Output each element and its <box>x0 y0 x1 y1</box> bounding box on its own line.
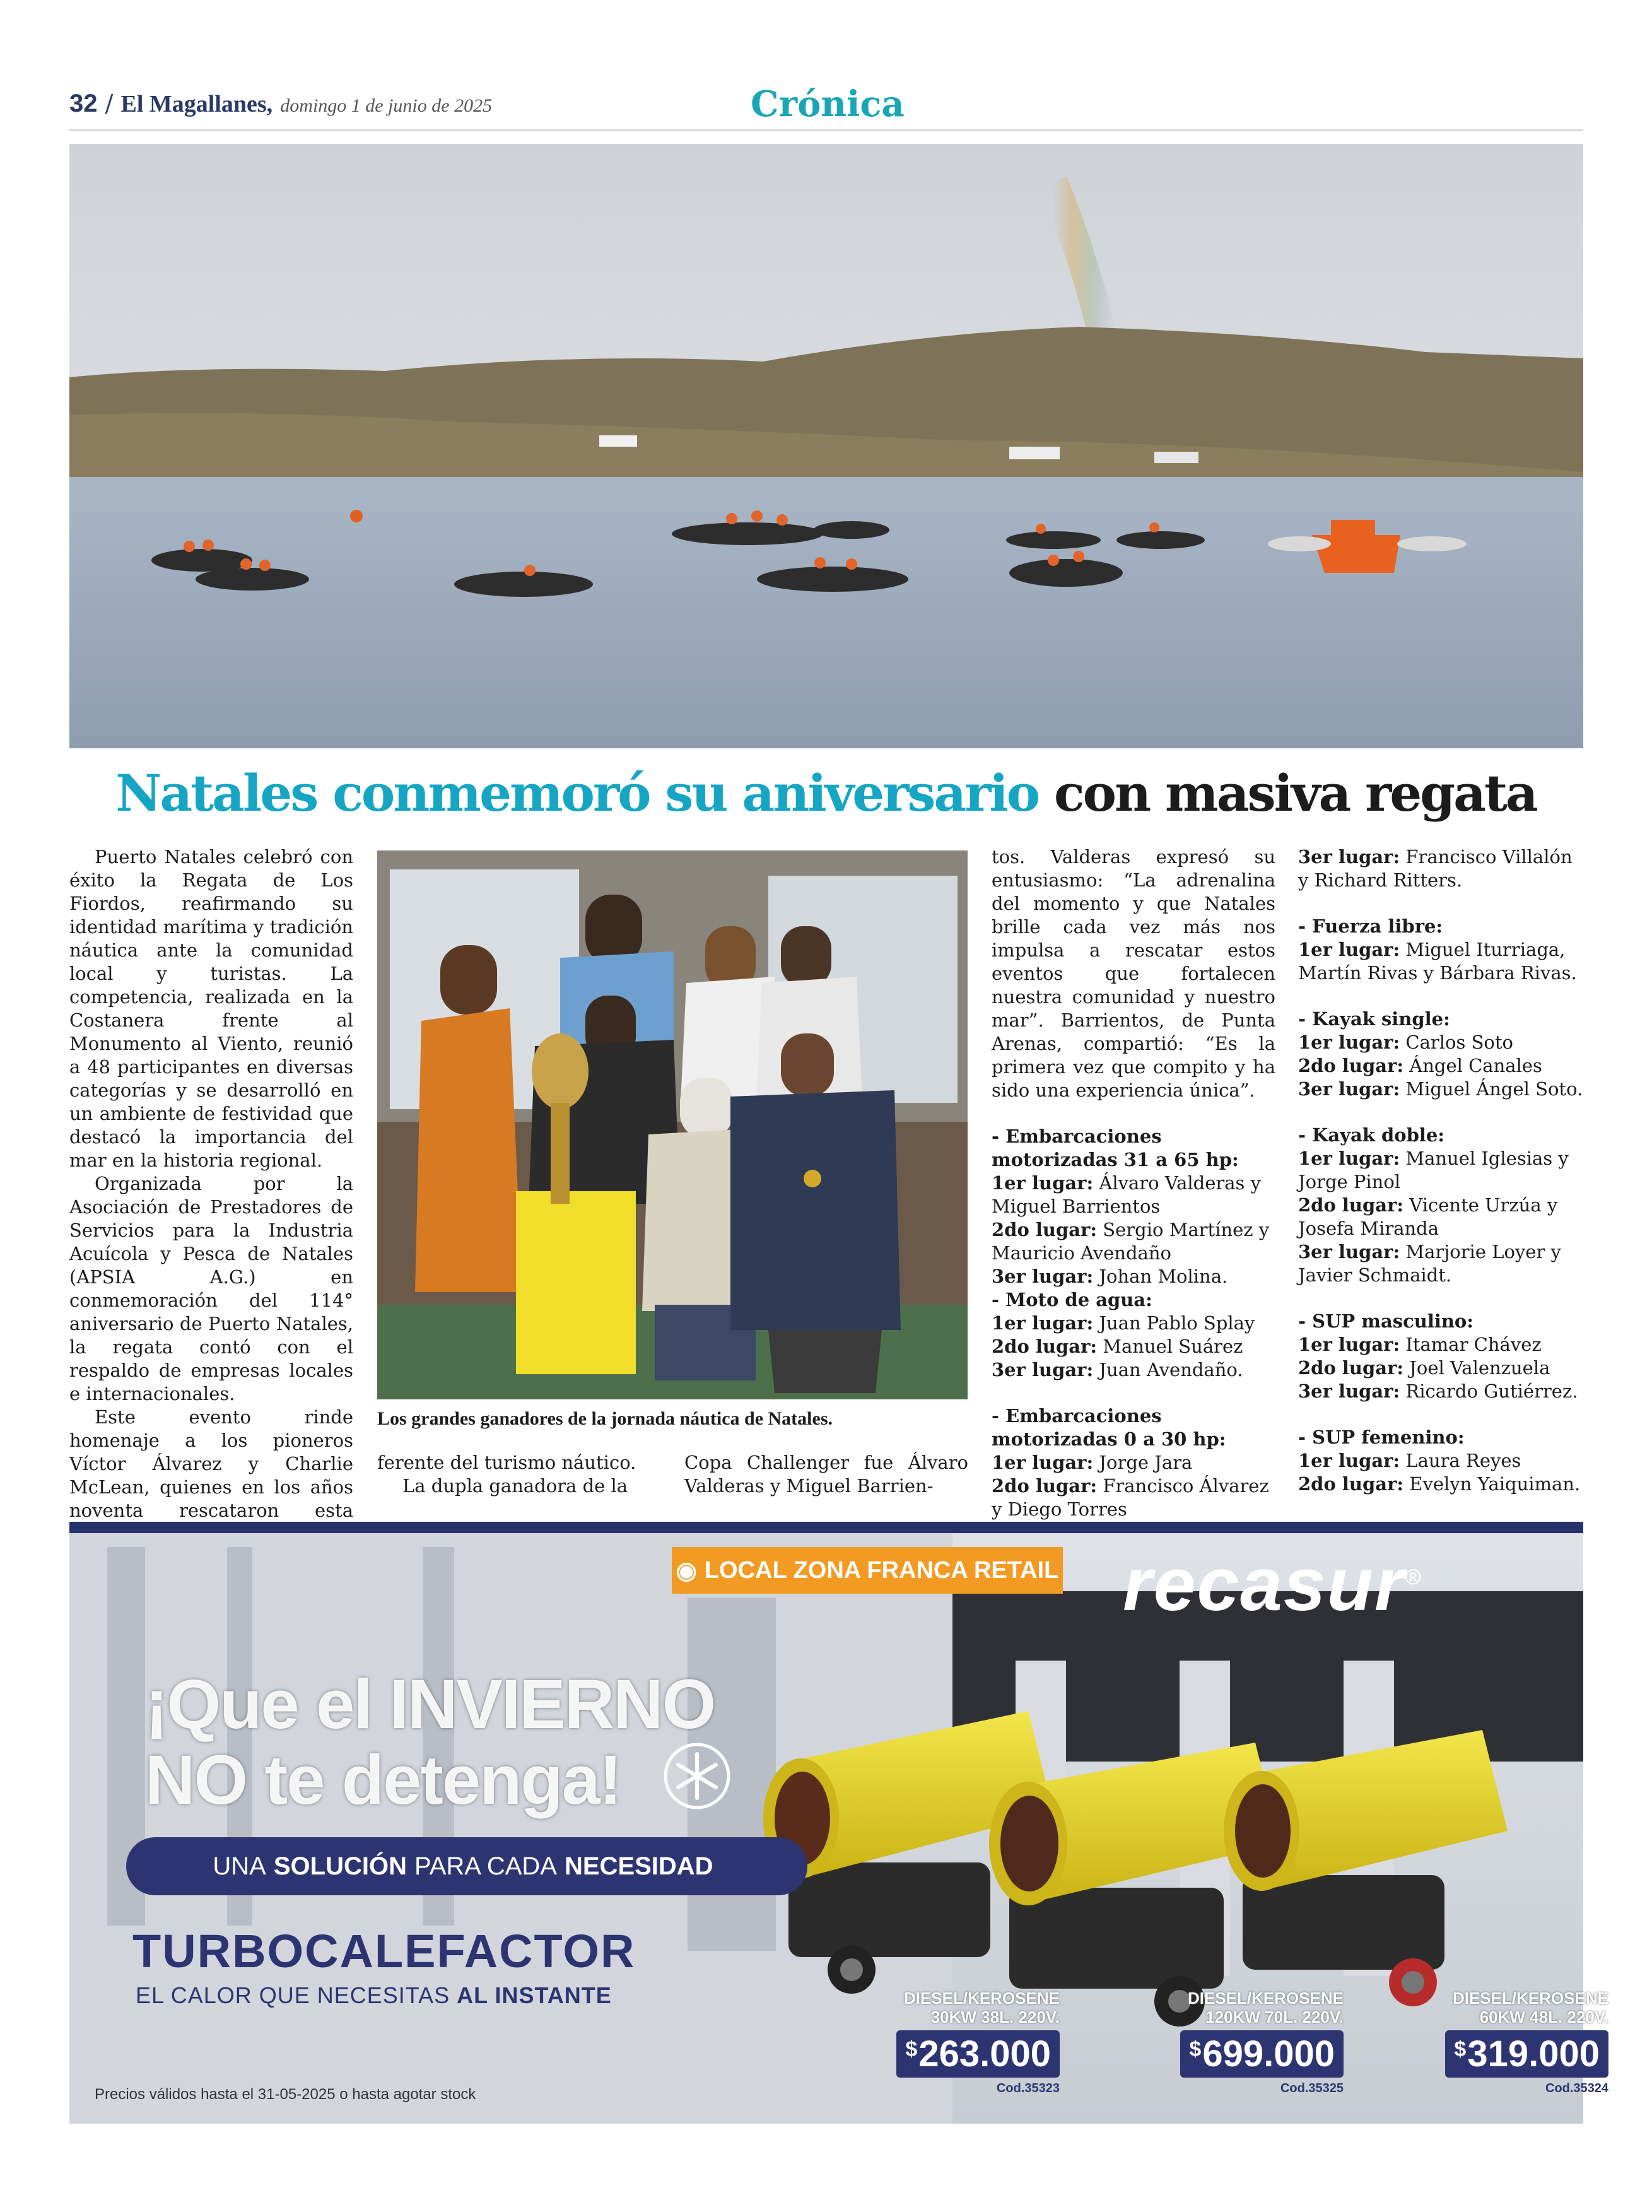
results-row: 2do lugar: Evelyn Yaiquiman. <box>1298 1473 1581 1495</box>
product-code: Cod.35325 <box>1280 2081 1344 2095</box>
price-tag <box>1445 2030 1608 2078</box>
results-row: 1er lugar: Carlos Soto <box>1298 1032 1514 1053</box>
headline-rest: con masiva regata <box>1053 763 1537 823</box>
paragraph: Organizada por la Asociación de Prestadores de Servicios para la Industria Acuícola y Pesca de Natales (APSIA A.G.) en conmemoración del 114° aniversario de Puerto Natales, la regata contó con el respaldo de empresas locales e internacionales. <box>69 1173 353 1404</box>
results-category: - Embarcaciones motorizadas 31 a 65 hp: <box>992 1126 1239 1170</box>
banner-text-bold: SOLUCIÓN <box>273 1852 407 1880</box>
product-tagline <box>136 1982 612 2009</box>
article-column-5 <box>1298 845 1583 1496</box>
ad-slogan <box>145 1667 715 1818</box>
results-row: 1er lugar: Itamar Chávez <box>1298 1334 1542 1355</box>
results-row: 1er lugar: Álvaro Valderas y Miguel Barrientos <box>992 1172 1262 1217</box>
results-category: - SUP masculino: <box>1298 1310 1473 1332</box>
slogan-line: ¡Que el INVIERNO <box>145 1666 715 1743</box>
folio <box>69 90 492 118</box>
ad-top-bar <box>69 1522 1583 1533</box>
map-pin-icon: ◉ <box>676 1557 697 1584</box>
price-block[interactable] <box>1116 1989 1344 2096</box>
product-code: Cod.35324 <box>1545 2081 1608 2095</box>
article-column-4 <box>992 845 1275 1521</box>
registered-mark: ® <box>1405 1565 1422 1589</box>
power-spec: 30KW 38L. 220V. <box>930 2008 1060 2027</box>
paragraph: Puerto Natales celebró con éxito la Regata de Los Fiordos, reafirmando su identidad marítima y tradición náutica ante la comunidad local y turistas. La competencia, realizada en la Costanera frente al Monumento al Viento, reunió a 48 participantes en diversas categorías y se desarrolló en un ambiente de festividad que destacó la importancia del mar en la historia regional. <box>69 846 353 1171</box>
results-category: - Kayak single: <box>1298 1008 1450 1030</box>
price-value: 319.000 <box>1467 2033 1600 2074</box>
results-row: 3er lugar: Miguel Ángel Soto. <box>1298 1078 1583 1100</box>
photo-caption: Los grandes ganadores de la jornada náutica de Natales. <box>377 1408 833 1429</box>
results-row: 2do lugar: Vicente Urzúa y Josefa Miranda <box>1298 1194 1558 1239</box>
results-category: - SUP femenino: <box>1298 1427 1465 1448</box>
paragraph: La dupla ganadora de la <box>402 1475 628 1497</box>
power-spec: 120KW 70L. 220V. <box>1205 2008 1344 2027</box>
product-name: TURBOCALEFACTOR <box>132 1925 636 1977</box>
banner-text-bold: NECESIDAD <box>564 1852 713 1880</box>
page-number: 32 <box>69 90 98 117</box>
location-badge[interactable] <box>672 1547 1063 1594</box>
price-block[interactable] <box>1381 1989 1608 2096</box>
fuel-spec: DIESEL/KEROSENE <box>1452 1989 1608 2008</box>
results-category: - Embarcaciones motorizadas 0 a 30 hp: <box>992 1405 1226 1450</box>
results-category: - Fuerza libre: <box>1298 915 1443 937</box>
power-spec: 60KW 48L. 220V. <box>1479 2008 1608 2027</box>
results-row: 1er lugar: Manuel Iglesias y Jorge Pinol <box>1298 1148 1569 1192</box>
paragraph: tos. Valderas expresó su entusiasmo: “La adrenalina del momento y que Natales brille cada vez más nos impulsa a rescatar estos eventos que fortalecen nuestra comunidad y nuestro mar”. Barrientos, de Punta Arenas, compartió: “Es la primera vez que compito y ha sido una experiencia única”. <box>992 846 1275 1101</box>
results-row: 3er lugar: Francisco Villalón y Richard Ritters. <box>1298 846 1573 891</box>
solution-banner <box>126 1837 807 1895</box>
results-row: 2do lugar: Manuel Suárez <box>992 1336 1243 1357</box>
results-row: 1er lugar: Juan Pablo Splay <box>992 1312 1255 1334</box>
tagline-text-bold: AL INSTANTE <box>457 1982 612 2008</box>
price-validity-note: Precios válidos hasta el 31-05-2025 o hasta agotar stock <box>95 2086 476 2103</box>
slogan-line: NO te detenga! <box>145 1741 621 1819</box>
paragraph: Copa Challenger fue Álvaro Valderas y Miguel Barrien- <box>684 1452 968 1497</box>
results-row: 2do lugar: Sergio Martínez y Mauricio Avendaño <box>992 1219 1270 1264</box>
article-column-1 <box>69 845 353 1569</box>
section-title: Crónica <box>751 83 905 125</box>
results-row: 1er lugar: Laura Reyes <box>1298 1450 1521 1471</box>
publication-name: El Magallanes, <box>120 91 273 117</box>
folio-separator: / <box>105 90 114 117</box>
results-category: - Kayak doble: <box>1298 1124 1445 1146</box>
brand-logo[interactable] <box>1123 1541 1422 1628</box>
headline <box>0 763 1652 823</box>
snowflake-icon <box>662 1741 732 1811</box>
paragraph: Este evento rinde homenaje a los pioneros Víctor Álvarez y Charlie McLean, quienes en los años noventa rescataron esta <box>69 1406 353 1521</box>
results-row: 3er lugar: Juan Avendaño. <box>992 1359 1243 1380</box>
price-value: 699.000 <box>1202 2033 1335 2074</box>
banner-text: PARA CADA <box>414 1852 557 1880</box>
recasur-advertisement[interactable] <box>69 1522 1608 2124</box>
article-column-3 <box>684 1451 968 1498</box>
price-tag <box>1180 2030 1344 2078</box>
brand-name: recasur <box>1123 1542 1405 1627</box>
regatta-photo <box>69 144 1583 748</box>
article-column-2 <box>377 1451 661 1498</box>
winners-photo <box>377 850 968 1399</box>
currency-symbol: $ <box>1454 2037 1467 2061</box>
fuel-spec: DIESEL/KEROSENE <box>1187 1989 1344 2008</box>
results-row: 1er lugar: Miguel Iturriaga, Martín Rivas y Bárbara Rivas. <box>1298 939 1577 984</box>
results-category: - Moto de agua: <box>992 1289 1152 1310</box>
results-row: 2do lugar: Joel Valenzuela <box>1298 1357 1550 1379</box>
currency-symbol: $ <box>905 2037 918 2061</box>
paragraph: ferente del turismo náutico. <box>377 1452 636 1473</box>
publication-date: domingo 1 de junio de 2025 <box>280 95 493 116</box>
fuel-spec: DIESEL/KEROSENE <box>903 1989 1060 2008</box>
product-code: Cod.35323 <box>996 2081 1060 2095</box>
results-row: 1er lugar: Jorge Jara <box>992 1452 1193 1473</box>
price-value: 263.000 <box>918 2033 1051 2074</box>
results-row: 3er lugar: Johan Molina. <box>992 1266 1228 1287</box>
currency-symbol: $ <box>1189 2037 1202 2061</box>
page-header <box>69 83 1583 131</box>
price-tag <box>896 2030 1060 2078</box>
price-block[interactable] <box>833 1989 1060 2096</box>
tagline-text: EL CALOR QUE NECESITAS <box>136 1982 450 2008</box>
results-row: 2do lugar: Francisco Álvarez y Diego Torres <box>992 1475 1269 1520</box>
headline-highlight: Natales conmemoró su aniversario <box>115 763 1039 823</box>
banner-text: UNA <box>213 1852 266 1880</box>
results-row: 2do lugar: Ángel Canales <box>1298 1055 1542 1076</box>
location-label: LOCAL ZONA FRANCA RETAIL <box>704 1556 1059 1584</box>
results-row: 3er lugar: Marjorie Loyer y Javier Schmaidt. <box>1298 1241 1561 1286</box>
results-row: 3er lugar: Ricardo Gutiérrez. <box>1298 1380 1578 1402</box>
results-list <box>992 1125 1275 1521</box>
